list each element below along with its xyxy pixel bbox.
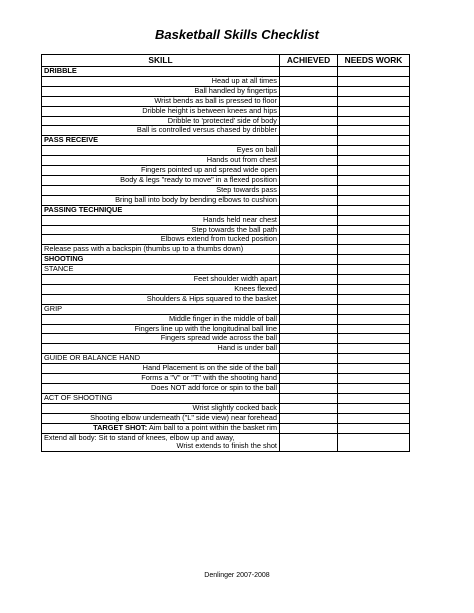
skill-header: SKILL xyxy=(42,55,280,67)
table-row xyxy=(42,284,410,294)
needs-work-cell[interactable] xyxy=(338,324,410,334)
skill-cell: Wrist slightly cocked back xyxy=(42,403,280,413)
skill-cell: Wrist bends as ball is pressed to floor xyxy=(42,96,280,106)
needs-work-cell[interactable] xyxy=(338,284,410,294)
table-row xyxy=(42,215,410,225)
table-row xyxy=(42,423,410,433)
skill-cell: Fingers spread wide across the ball xyxy=(42,334,280,344)
target-shot-label: TARGET SHOT: xyxy=(93,423,148,432)
skill-cell: Shooting elbow underneath ("L" side view) near forehead xyxy=(42,413,280,423)
achieved-cell[interactable] xyxy=(280,166,338,176)
table-row xyxy=(42,314,410,324)
achieved-cell[interactable] xyxy=(280,146,338,156)
subsection-guide-hand: GUIDE OR BALANCE HAND xyxy=(42,354,280,364)
achieved-cell[interactable] xyxy=(280,96,338,106)
needs-work-header: NEEDS WORK xyxy=(338,55,410,67)
achieved-cell[interactable] xyxy=(280,265,338,275)
needs-work-cell[interactable] xyxy=(338,106,410,116)
extend-body-line1: Extend all body: Sit to stand of knees, elbow up and away, xyxy=(44,433,235,442)
skill-cell: Ball handled by fingertips xyxy=(42,86,280,96)
table-row xyxy=(42,324,410,334)
achieved-cell[interactable] xyxy=(280,284,338,294)
achieved-cell[interactable] xyxy=(280,225,338,235)
needs-work-cell[interactable] xyxy=(338,374,410,384)
skill-cell: Fingers pointed up and spread wide open xyxy=(42,166,280,176)
skill-cell: Eyes on ball xyxy=(42,146,280,156)
section-row xyxy=(42,136,410,146)
skill-cell xyxy=(42,423,280,433)
achieved-cell[interactable] xyxy=(280,116,338,126)
achieved-cell[interactable] xyxy=(280,156,338,166)
needs-work-cell[interactable] xyxy=(338,235,410,245)
skill-cell: Hand is under ball xyxy=(42,344,280,354)
section-shooting: SHOOTING xyxy=(42,255,280,265)
skill-cell: Dribble to 'protected' side of body xyxy=(42,116,280,126)
table-row xyxy=(42,245,410,255)
needs-work-cell[interactable] xyxy=(338,166,410,176)
skill-cell: Head up at all times xyxy=(42,76,280,86)
needs-work-cell[interactable] xyxy=(338,86,410,96)
needs-work-cell[interactable] xyxy=(338,413,410,423)
extend-body-line2: Wrist extends to finish the shot xyxy=(176,441,277,451)
skill-cell: Hands out from chest xyxy=(42,156,280,166)
table-row xyxy=(42,86,410,96)
achieved-cell[interactable] xyxy=(280,185,338,195)
achieved-cell[interactable] xyxy=(280,205,338,215)
achieved-cell[interactable] xyxy=(280,393,338,403)
table-row xyxy=(42,106,410,116)
achieved-cell[interactable] xyxy=(280,67,338,77)
skill-cell xyxy=(42,433,280,452)
table-row xyxy=(42,76,410,86)
needs-work-cell[interactable] xyxy=(338,255,410,265)
needs-work-cell[interactable] xyxy=(338,304,410,314)
skill-cell: Body & legs "ready to move" in a flexed position xyxy=(42,175,280,185)
achieved-cell[interactable] xyxy=(280,255,338,265)
needs-work-cell[interactable] xyxy=(338,195,410,205)
skill-cell: Hand Placement is on the side of the ball xyxy=(42,364,280,374)
needs-work-cell[interactable] xyxy=(338,344,410,354)
achieved-cell[interactable] xyxy=(280,304,338,314)
subsection-row xyxy=(42,354,410,364)
table-row xyxy=(42,96,410,106)
needs-work-cell[interactable] xyxy=(338,403,410,413)
skill-cell: Fingers line up with the longitudinal ball line xyxy=(42,324,280,334)
needs-work-cell[interactable] xyxy=(338,384,410,394)
skill-cell: Step towards pass xyxy=(42,185,280,195)
table-row xyxy=(42,364,410,374)
table-row xyxy=(42,225,410,235)
achieved-cell[interactable] xyxy=(280,294,338,304)
table-row xyxy=(42,294,410,304)
needs-work-cell[interactable] xyxy=(338,423,410,433)
table-row xyxy=(42,374,410,384)
section-row xyxy=(42,255,410,265)
needs-work-cell[interactable] xyxy=(338,146,410,156)
needs-work-cell[interactable] xyxy=(338,433,410,452)
achieved-cell[interactable] xyxy=(280,106,338,116)
section-pass-receive: PASS RECEIVE xyxy=(42,136,280,146)
skill-cell: Feet shoulder width apart xyxy=(42,275,280,285)
needs-work-cell[interactable] xyxy=(338,116,410,126)
table-row xyxy=(42,275,410,285)
page-title: Basketball Skills Checklist xyxy=(154,27,320,42)
achieved-cell[interactable] xyxy=(280,215,338,225)
subsection-row xyxy=(42,265,410,275)
achieved-cell[interactable] xyxy=(280,324,338,334)
achieved-header: ACHIEVED xyxy=(280,55,338,67)
needs-work-cell[interactable] xyxy=(338,96,410,106)
table-row xyxy=(42,413,410,423)
achieved-cell[interactable] xyxy=(280,384,338,394)
table-row xyxy=(42,175,410,185)
needs-work-cell[interactable] xyxy=(338,136,410,146)
needs-work-cell[interactable] xyxy=(338,67,410,77)
achieved-cell[interactable] xyxy=(280,126,338,136)
needs-work-cell[interactable] xyxy=(338,314,410,324)
table-row xyxy=(42,433,410,452)
table-row xyxy=(42,156,410,166)
target-shot-text: Aim ball to a point within the basket rim xyxy=(147,423,277,432)
table-row xyxy=(42,116,410,126)
achieved-cell[interactable] xyxy=(280,413,338,423)
needs-work-cell[interactable] xyxy=(338,185,410,195)
skill-cell: Elbows extend from tucked position xyxy=(42,235,280,245)
skill-cell: Bring ball into body by bending elbows to cushion xyxy=(42,195,280,205)
achieved-cell[interactable] xyxy=(280,195,338,205)
needs-work-cell[interactable] xyxy=(338,215,410,225)
achieved-cell[interactable] xyxy=(280,433,338,452)
table-row xyxy=(42,126,410,136)
achieved-cell[interactable] xyxy=(280,136,338,146)
section-row xyxy=(42,205,410,215)
achieved-cell[interactable] xyxy=(280,334,338,344)
needs-work-cell[interactable] xyxy=(338,393,410,403)
needs-work-cell[interactable] xyxy=(338,265,410,275)
skill-cell: Dribble height is between knees and hips xyxy=(42,106,280,116)
needs-work-cell[interactable] xyxy=(338,364,410,374)
skill-cell: Step towards the ball path xyxy=(42,225,280,235)
achieved-cell[interactable] xyxy=(280,235,338,245)
footer-credit: Denlinger 2007-2008 xyxy=(204,572,270,579)
skill-cell: Does NOT add force or spin to the ball xyxy=(42,384,280,394)
skill-cell: Knees flexed xyxy=(42,284,280,294)
achieved-cell[interactable] xyxy=(280,374,338,384)
needs-work-cell[interactable] xyxy=(338,205,410,215)
needs-work-cell[interactable] xyxy=(338,76,410,86)
table-row xyxy=(42,195,410,205)
subsection-act-of-shooting: ACT OF SHOOTING xyxy=(42,393,280,403)
achieved-cell[interactable] xyxy=(280,76,338,86)
achieved-cell[interactable] xyxy=(280,245,338,255)
subsection-stance: STANCE xyxy=(42,265,280,275)
needs-work-cell[interactable] xyxy=(338,294,410,304)
table-row xyxy=(42,235,410,245)
table-row xyxy=(42,384,410,394)
skill-cell: Ball is controlled versus chased by dribbler xyxy=(42,126,280,136)
table-row xyxy=(42,334,410,344)
table-row xyxy=(42,403,410,413)
achieved-cell[interactable] xyxy=(280,423,338,433)
table-row xyxy=(42,344,410,354)
achieved-cell[interactable] xyxy=(280,403,338,413)
achieved-cell[interactable] xyxy=(280,86,338,96)
section-passing-technique: PASSING TECHNIQUE xyxy=(42,205,280,215)
skill-cell: Forms a "V" or "T" with the shooting hand xyxy=(42,374,280,384)
needs-work-cell[interactable] xyxy=(338,245,410,255)
subsection-grip: GRIP xyxy=(42,304,280,314)
skills-table xyxy=(41,54,410,452)
subsection-row xyxy=(42,393,410,403)
skill-cell: Middle finger in the middle of ball xyxy=(42,314,280,324)
skill-cell: Hands held near chest xyxy=(42,215,280,225)
needs-work-cell[interactable] xyxy=(338,354,410,364)
needs-work-cell[interactable] xyxy=(338,275,410,285)
section-dribble: DRIBBLE xyxy=(42,67,280,77)
section-row xyxy=(42,67,410,77)
needs-work-cell[interactable] xyxy=(338,334,410,344)
needs-work-cell[interactable] xyxy=(338,126,410,136)
achieved-cell[interactable] xyxy=(280,344,338,354)
needs-work-cell[interactable] xyxy=(338,156,410,166)
needs-work-cell[interactable] xyxy=(338,225,410,235)
subsection-row xyxy=(42,304,410,314)
table-row xyxy=(42,166,410,176)
skill-cell: Release pass with a backspin (thumbs up to a thumbs down) xyxy=(42,245,280,255)
achieved-cell[interactable] xyxy=(280,314,338,324)
table-row xyxy=(42,146,410,156)
skill-cell: Shoulders & Hips squared to the basket xyxy=(42,294,280,304)
needs-work-cell[interactable] xyxy=(338,175,410,185)
achieved-cell[interactable] xyxy=(280,364,338,374)
header-row xyxy=(42,55,410,67)
achieved-cell[interactable] xyxy=(280,354,338,364)
achieved-cell[interactable] xyxy=(280,275,338,285)
achieved-cell[interactable] xyxy=(280,175,338,185)
table-row xyxy=(42,185,410,195)
